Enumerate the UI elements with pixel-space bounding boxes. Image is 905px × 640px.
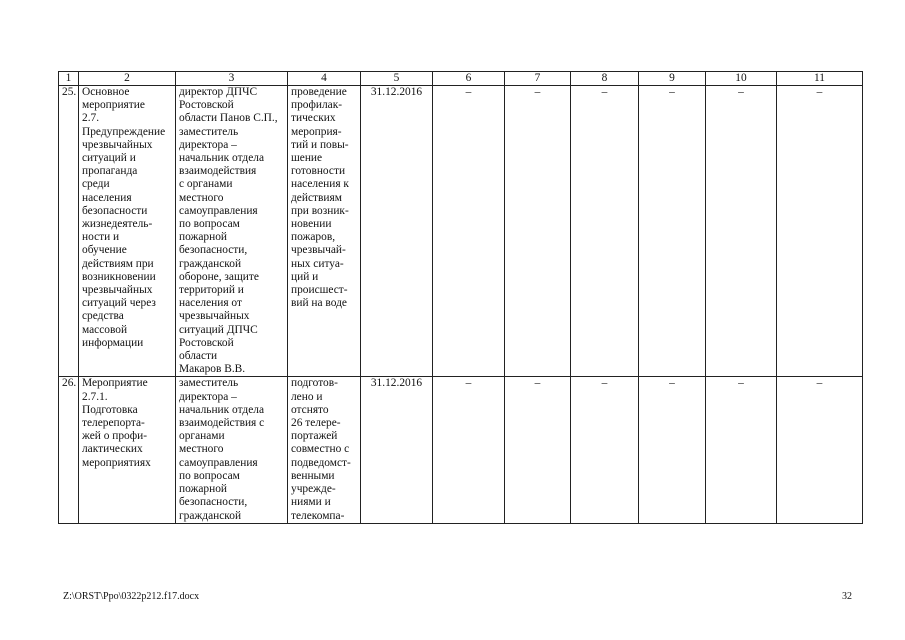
value-cell-6: – bbox=[433, 86, 505, 377]
column-header-5: 5 bbox=[361, 72, 433, 86]
executor-cell bbox=[176, 86, 288, 377]
row-number: 26. bbox=[59, 377, 79, 523]
column-header-7: 7 bbox=[505, 72, 571, 86]
column-header-10: 10 bbox=[706, 72, 777, 86]
column-header-2: 2 bbox=[79, 72, 176, 86]
measure-name: Мероприятие 2.7.1. Подготовка телерепорта- жей о профи- лактических мероприятиях bbox=[82, 377, 151, 469]
table-row bbox=[59, 377, 863, 523]
page-number: 32 bbox=[842, 591, 852, 602]
value-cell-8: – bbox=[571, 377, 639, 523]
header-row bbox=[59, 72, 863, 86]
value-cell-7: – bbox=[505, 86, 571, 377]
measure-name-cell bbox=[79, 86, 176, 377]
result-text: подготов- лено и отснято 26 телере- портажей совместно с подведомст- венными учрежде- ниями и телекомпа- bbox=[291, 377, 351, 522]
column-header-8: 8 bbox=[571, 72, 639, 86]
executor-text: директор ДПЧС Ростовской области Панов С.П., заместитель директора – начальник отдела взаимодействия с органами местного самоуправления по вопросам пожарной безопасности, гражданской обороне, защите территорий и населения от чрезвычайных ситуаций ДПЧС Ростовской области Макаров В.В. bbox=[179, 86, 278, 376]
column-header-9: 9 bbox=[639, 72, 706, 86]
result-cell bbox=[288, 377, 361, 523]
value-cell-6: – bbox=[433, 377, 505, 523]
executor-text: заместитель директора – начальник отдела взаимодействия с органами местного самоуправления по вопросам пожарной безопасности, гражданской bbox=[179, 377, 265, 522]
value-cell-11: – bbox=[777, 377, 863, 523]
footer-file-path: Z:\ORST\Ppo\0322p212.f17.docx bbox=[63, 591, 200, 602]
column-header-1: 1 bbox=[59, 72, 79, 86]
result-text: проведение профилак- тических мероприя- тий и повы- шение готовности населения к действиям при возник- новении пожаров, чрезвычай- ных ситуа- ций и происшест- вий на воде bbox=[291, 86, 349, 310]
value-cell-10: – bbox=[706, 86, 777, 377]
value-cell-9: – bbox=[639, 86, 706, 377]
measure-name-cell bbox=[79, 377, 176, 523]
column-header-11: 11 bbox=[777, 72, 863, 86]
result-cell bbox=[288, 86, 361, 377]
measures-table bbox=[58, 71, 863, 524]
measure-name: Основное мероприятие 2.7. Предупреждение чрезвычайных ситуаций и пропаганда среди населения безопасности жизнедеятель- ности и обучение действиям при возникновении чрезвычайных ситуаций через средства массовой информации bbox=[82, 86, 166, 349]
value-cell-9: – bbox=[639, 377, 706, 523]
value-cell-8: – bbox=[571, 86, 639, 377]
column-header-3: 3 bbox=[176, 72, 288, 86]
column-header-4: 4 bbox=[288, 72, 361, 86]
row-number: 25. bbox=[59, 86, 79, 377]
deadline-cell: 31.12.2016 bbox=[361, 86, 433, 377]
value-cell-11: – bbox=[777, 86, 863, 377]
column-header-6: 6 bbox=[433, 72, 505, 86]
table-row bbox=[59, 86, 863, 377]
value-cell-7: – bbox=[505, 377, 571, 523]
executor-cell bbox=[176, 377, 288, 523]
value-cell-10: – bbox=[706, 377, 777, 523]
deadline-cell: 31.12.2016 bbox=[361, 377, 433, 523]
